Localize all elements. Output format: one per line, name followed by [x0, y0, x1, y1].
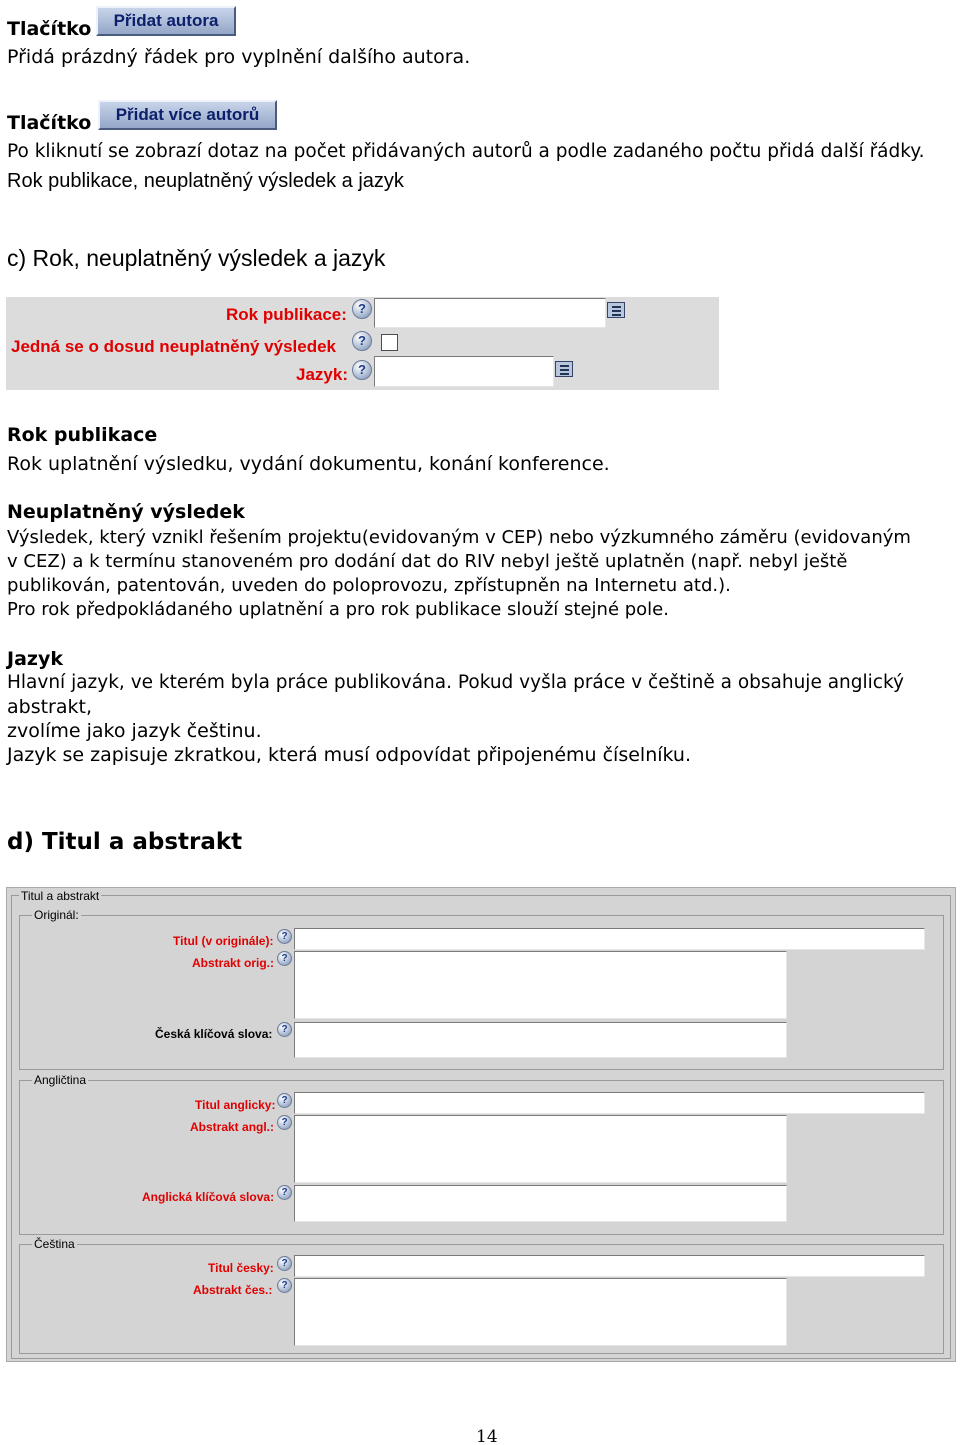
- title-czech-label: Titul česky:: [208, 1261, 274, 1275]
- abstract-english-label: Abstrakt angl.:: [190, 1120, 275, 1134]
- original-legend: Originál:: [34, 908, 79, 922]
- help-icon[interactable]: ?: [277, 929, 292, 944]
- help-icon[interactable]: ?: [277, 1185, 292, 1200]
- page-number: 14: [476, 1427, 498, 1445]
- year-description: Rok uplatnění výsledku, vydání dokumentu, konání konference.: [7, 453, 610, 475]
- help-icon[interactable]: ?: [277, 1115, 292, 1130]
- help-icon[interactable]: ?: [277, 1093, 292, 1108]
- language-line: abstrakt,: [7, 696, 92, 718]
- language-line: Jazyk se zapisuje zkratkou, která musí odpovídat připojenému číselníku.: [7, 744, 692, 766]
- unapplied-title: Neuplatněný výsledek: [7, 501, 245, 523]
- language-title: Jazyk: [7, 648, 63, 670]
- button2-description-line2: Rok publikace, neuplatněný výsledek a jazyk: [7, 170, 404, 192]
- czech-legend: Čeština: [34, 1237, 75, 1251]
- button1-description: Přidá prázdný řádek pro vyplnění dalšího autora.: [7, 46, 471, 68]
- title-english-input[interactable]: [294, 1092, 925, 1114]
- add-multiple-authors-button[interactable]: Přidat více autorů: [98, 100, 277, 130]
- help-icon[interactable]: ?: [277, 1278, 292, 1293]
- help-icon[interactable]: ?: [352, 360, 372, 380]
- section-d-heading: d) Titul a abstrakt: [7, 829, 243, 855]
- title-original-input[interactable]: [294, 928, 925, 950]
- title-abstract-form: [6, 887, 956, 1362]
- publication-year-label: Rok publikace:: [226, 305, 347, 324]
- unapplied-result-label: Jedná se o dosud neuplatněný výsledek: [11, 337, 336, 356]
- keywords-czech-textarea[interactable]: [294, 1022, 787, 1058]
- help-icon[interactable]: ?: [277, 1256, 292, 1271]
- title-abstract-legend: Titul a abstrakt: [21, 889, 100, 903]
- keywords-czech-label: Česká klíčová slova:: [155, 1027, 273, 1041]
- abstract-czech-label: Abstrakt čes.:: [193, 1283, 273, 1297]
- button2-label: Tlačítko: [7, 112, 92, 134]
- title-original-label: Titul (v originále):: [173, 934, 274, 948]
- abstract-english-textarea[interactable]: [294, 1115, 787, 1183]
- english-legend: Angličtina: [34, 1073, 87, 1087]
- unapplied-line: v CEZ) a k termínu stanoveném pro dodání dat do RIV nebyl ještě uplatněn (např. nebyl ještě: [7, 551, 848, 572]
- list-icon[interactable]: [555, 361, 573, 377]
- keywords-english-textarea[interactable]: [294, 1185, 787, 1222]
- help-icon[interactable]: ?: [277, 1022, 292, 1037]
- language-input[interactable]: [374, 356, 554, 387]
- keywords-english-label: Anglická klíčová slova:: [142, 1190, 275, 1204]
- abstract-czech-textarea[interactable]: [294, 1278, 787, 1346]
- button1-label: Tlačítko: [7, 18, 92, 40]
- abstract-original-textarea[interactable]: [294, 951, 787, 1019]
- title-english-label: Titul anglicky:: [195, 1098, 276, 1112]
- add-author-button[interactable]: Přidat autora: [96, 6, 236, 36]
- list-icon[interactable]: [607, 302, 625, 318]
- year-language-form: [6, 297, 719, 390]
- abstract-original-label: Abstrakt orig.:: [192, 956, 275, 970]
- language-label: Jazyk:: [296, 365, 348, 384]
- language-line: zvolíme jako jazyk češtinu.: [7, 720, 262, 742]
- publication-year-input[interactable]: [374, 298, 606, 328]
- unapplied-line: Výsledek, který vznikl řešením projektu(evidovaným v CEP) nebo výzkumného záměru (evidovaným: [7, 527, 911, 548]
- year-title: Rok publikace: [7, 424, 158, 446]
- unapplied-line: Pro rok předpokládaného uplatnění a pro rok publikace slouží stejné pole.: [7, 599, 669, 620]
- language-line: Hlavní jazyk, ve kterém byla práce publikována. Pokud vyšla práce v češtině a obsahuje anglický: [7, 672, 904, 693]
- unapplied-result-checkbox[interactable]: [381, 334, 398, 351]
- section-c-heading: c) Rok, neuplatněný výsledek a jazyk: [7, 245, 386, 271]
- unapplied-line: publikován, patentován, uveden do poloprovozu, zpřístupněn na Internetu atd.).: [7, 575, 731, 596]
- button2-description: Po kliknutí se zobrazí dotaz na počet přidávaných autorů a podle zadaného počtu přidá další řádky.: [7, 141, 925, 162]
- help-icon[interactable]: ?: [352, 299, 372, 319]
- help-icon[interactable]: ?: [352, 331, 372, 351]
- title-czech-input[interactable]: [294, 1255, 925, 1277]
- help-icon[interactable]: ?: [277, 951, 292, 966]
